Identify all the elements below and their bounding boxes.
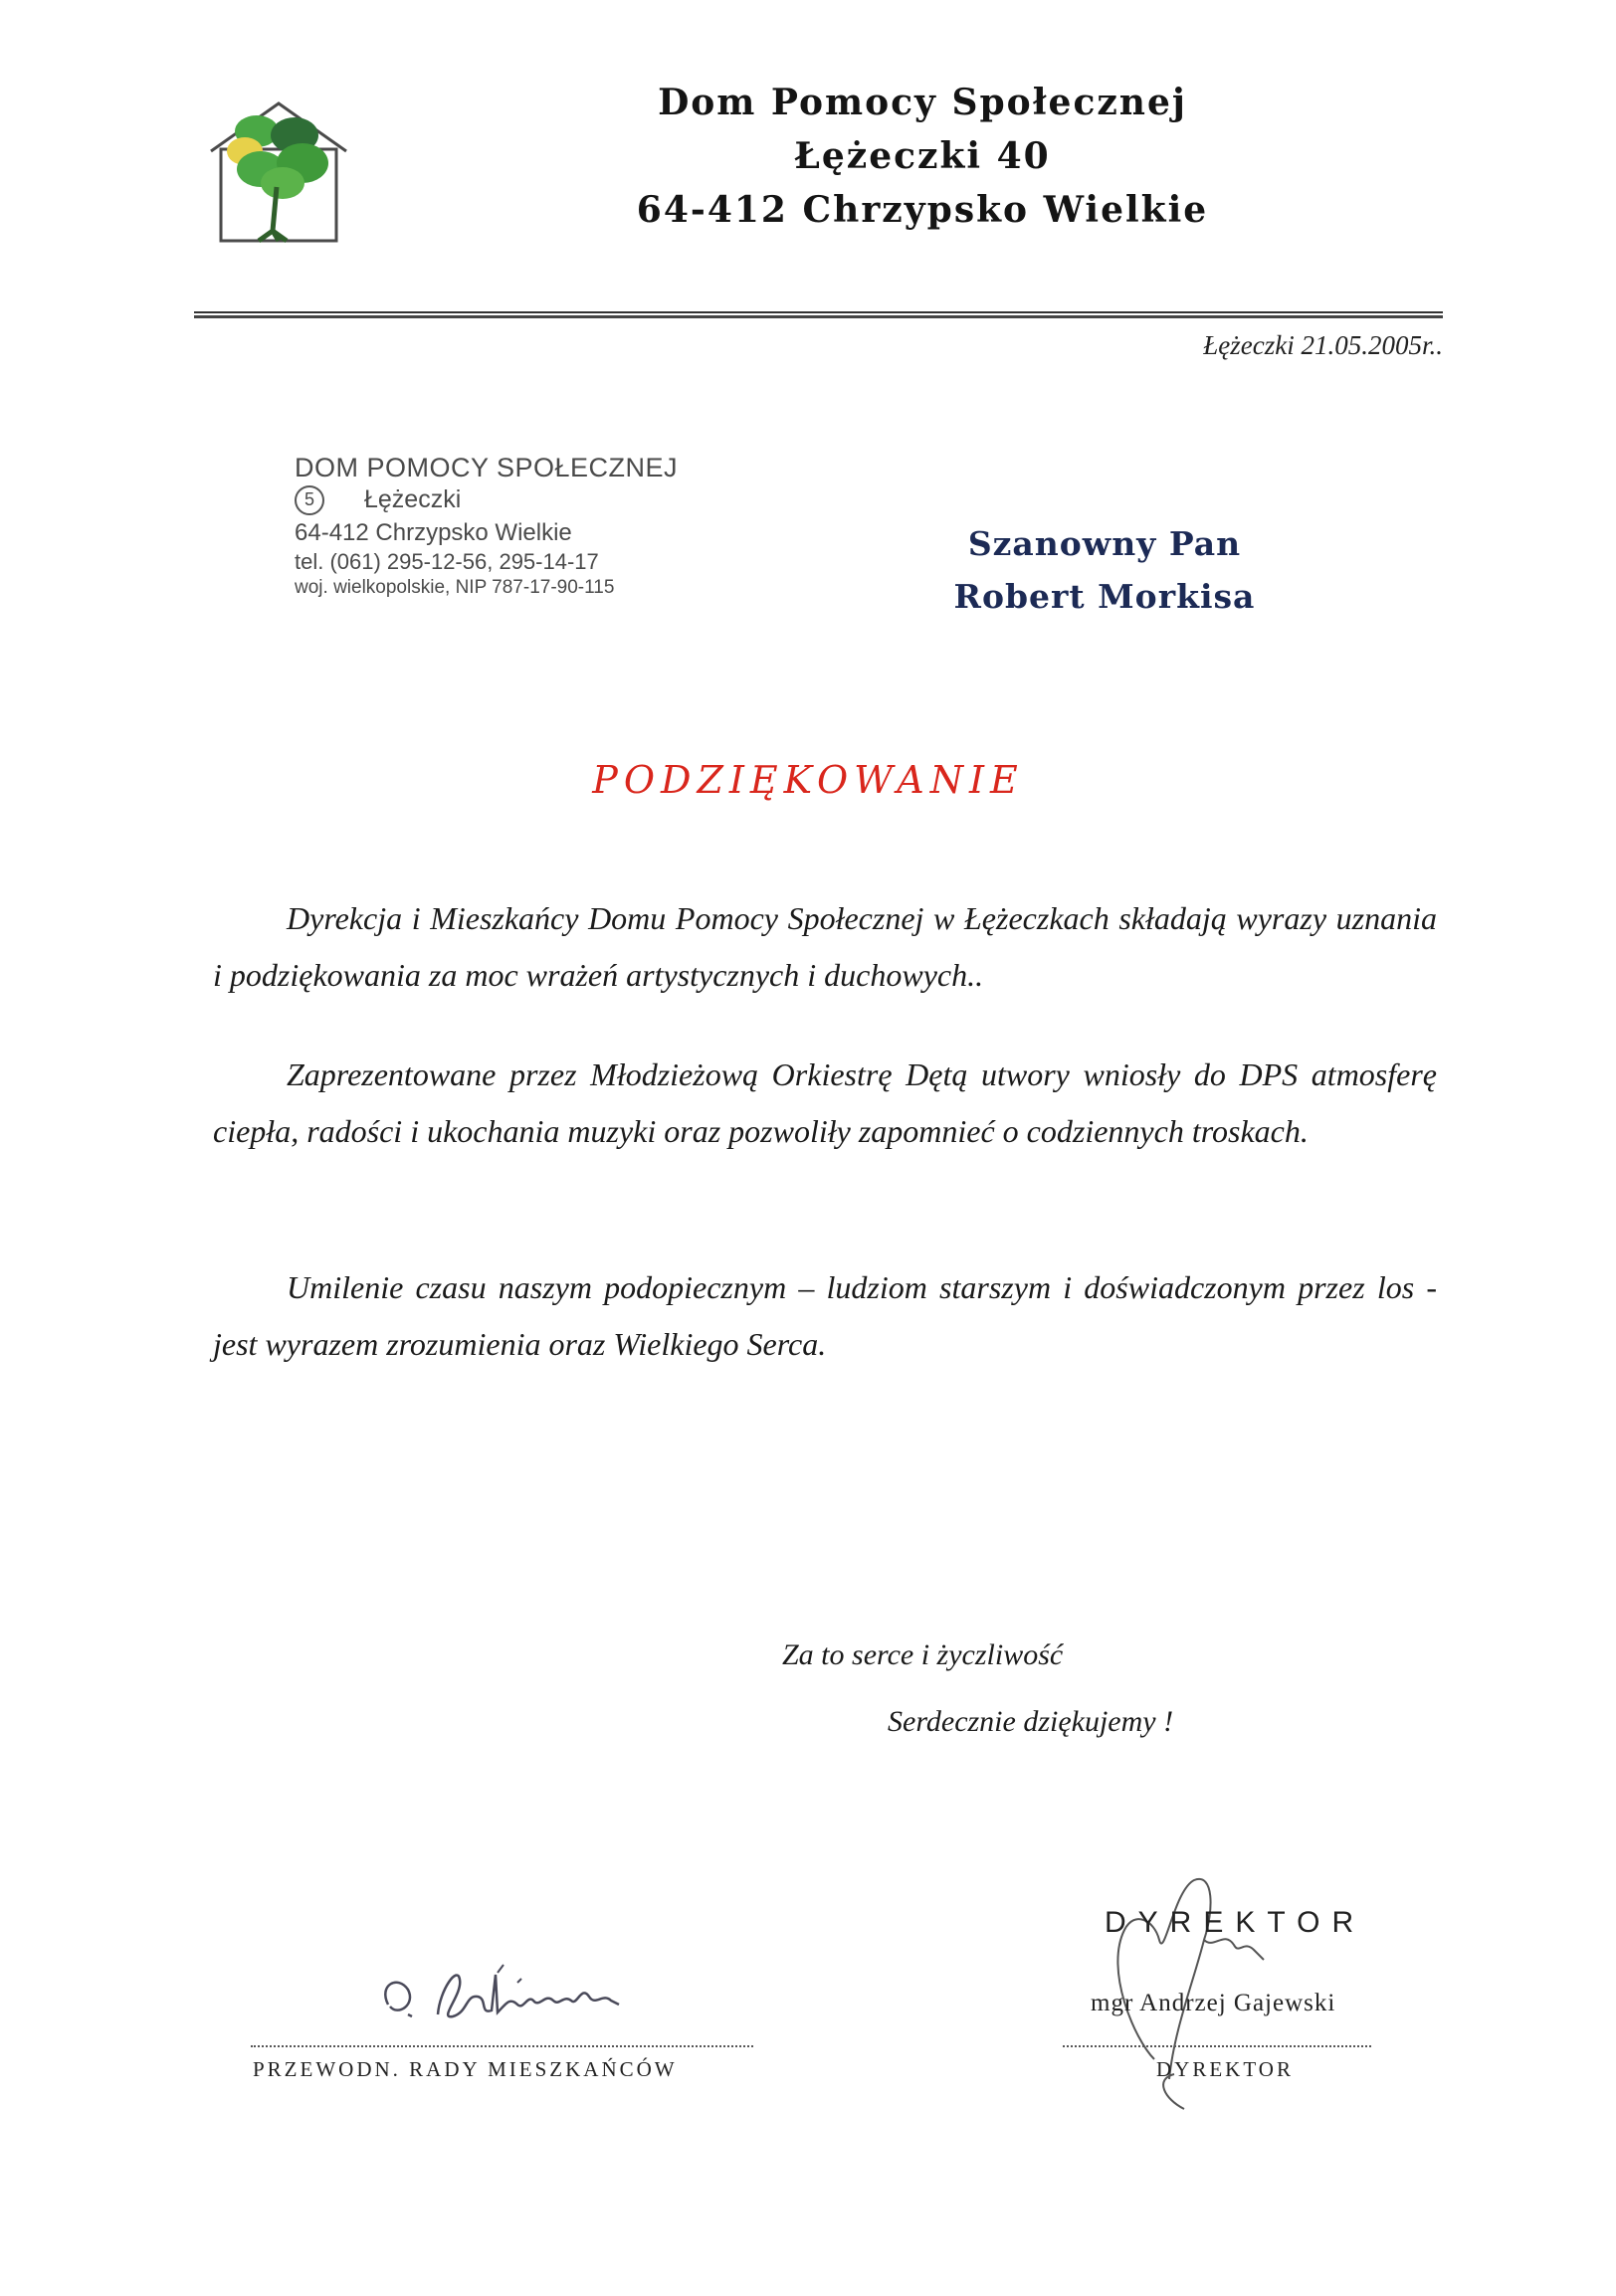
closing-line-1: Za to serce i życzliwość xyxy=(782,1638,1064,1671)
recipient-block xyxy=(896,517,1313,623)
closing-line-2: Serdecznie dziękujemy ! xyxy=(888,1705,1174,1738)
director-stamp-name: mgr Andrzej Gajewski xyxy=(1091,1990,1336,2016)
recipient-name: Robert Morkisa xyxy=(953,577,1256,616)
signature-line-right xyxy=(1063,2045,1371,2047)
org-street: Łężeczki 40 xyxy=(794,135,1051,177)
body-text-3: Umilenie czasu naszym podopiecznym – ludziom starszym i doświadczonym przez los - jest wyrazem zrozumienia oraz Wielkiego Serca. xyxy=(213,1269,1437,1362)
header-divider xyxy=(194,311,1443,318)
resident-council-caption: PRZEWODN. RADY MIESZKAŃCÓW xyxy=(253,2057,678,2081)
recipient-salutation: Szanowny Pan xyxy=(967,524,1242,563)
resident-council-signature xyxy=(368,1935,687,2044)
stamp-line-4: tel. (061) 295-12-56, 295-14-17 xyxy=(295,549,599,575)
org-city: 64-412 Chrzypsko Wielkie xyxy=(636,189,1209,231)
body-text-1: Dyrekcja i Mieszkańcy Domu Pomocy Społecznej w Łężeczkach składają wyrazy uznania i podziękowania za moc wrażeń artystycznych i duchowych.. xyxy=(213,900,1437,993)
stamp-line-3: 64-412 Chrzypsko Wielkie xyxy=(295,519,572,547)
stamp-number: 5 xyxy=(295,485,324,515)
director-caption: DYREKTOR xyxy=(1156,2057,1294,2081)
body-paragraph-1 xyxy=(213,890,1437,1004)
org-name: Dom Pomocy Społecznej xyxy=(658,82,1187,123)
body-paragraph-2 xyxy=(213,1047,1437,1160)
stamp-line-1: DOM POMOCY SPOŁECZNEJ xyxy=(295,453,679,482)
organization-stamp xyxy=(295,453,712,599)
closing-block xyxy=(782,1622,1173,1755)
letter-title: PODZIĘKOWANIE xyxy=(592,758,1024,802)
stamp-line-2 xyxy=(295,485,712,515)
letter-date: Łężeczki 21.05.2005r.. xyxy=(1203,330,1443,360)
body-paragraph-3 xyxy=(213,1259,1437,1373)
body-text-2: Zaprezentowane przez Młodzieżową Orkiestrę Dętą utwory wniosły do DPS atmosferę ciepła, radości i ukochania muzyki oraz pozwoliły zapomnieć o codziennych troskach. xyxy=(213,1056,1437,1149)
director-stamp-title: DYREKTOR xyxy=(1105,1906,1366,1939)
stamp-locality: Łężeczki xyxy=(364,485,462,513)
stamp-line-5: woj. wielkopolskie, NIP 787-17-90-115 xyxy=(295,577,615,599)
signature-line-left xyxy=(251,2045,753,2047)
